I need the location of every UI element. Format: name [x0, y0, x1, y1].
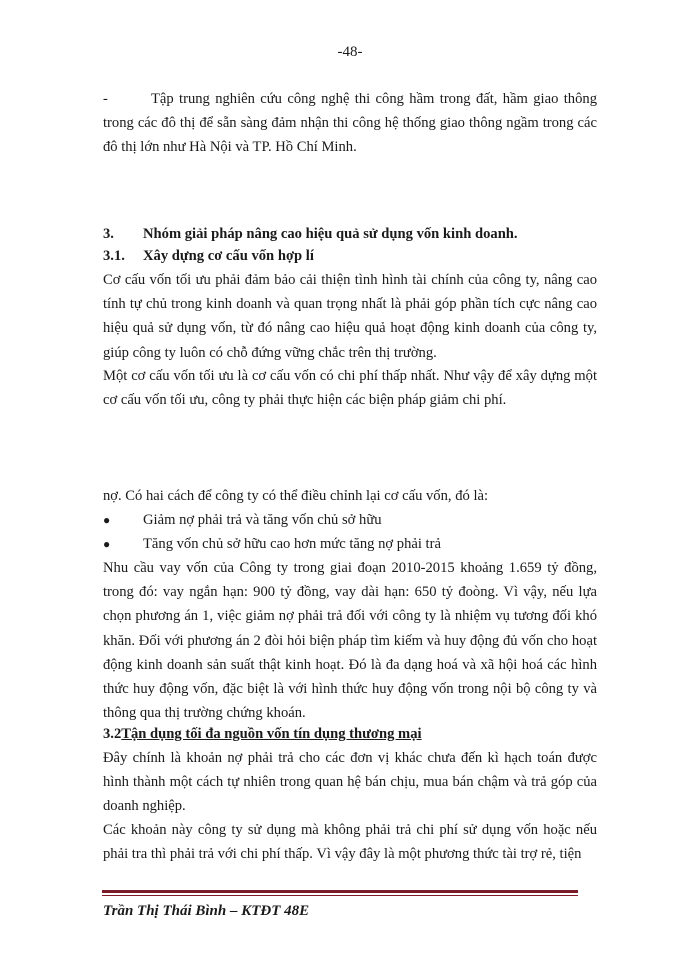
- section-3-1-paragraph-1: Cơ cấu vốn tối ưu phải đảm bảo cải thiện tình hình tài chính của công ty, nâng cao tính tự chủ trong kinh doanh và quan trọng nhất là phải góp phần tích cực nâng cao hiệu quả sử dụng vốn, từ đó nâng cao hiệu quả hoạt động kinh doanh của công ty, giúp công ty luôn có chỗ đứng vững chắc trên thị trường.: [103, 272, 597, 361]
- section-3-2-heading: [103, 722, 597, 746]
- section-3-2-paragraph-2: Các khoản này công ty sử dụng mà không phải trả chi phí sử dụng vốn hoặc nếu phải tra thì phải trả với chi phí thấp. Vì vậy đây là một phương thức tài trợ rẻ, tiện: [103, 822, 597, 863]
- footer-rule-thin: [102, 895, 578, 896]
- bullet-icon: ●: [103, 537, 111, 552]
- page-number: -48-: [337, 44, 363, 60]
- section-3-title: Nhóm giải pháp nâng cao hiệu quả sử dụng vốn kinh doanh.: [143, 226, 518, 242]
- list-item-text: Tăng vốn chủ sở hữu cao hơn mức tăng nợ phải trả: [143, 536, 441, 553]
- dash-marker: -: [103, 91, 108, 107]
- section-3-1-heading: [103, 244, 597, 268]
- section-3-heading: [103, 222, 597, 246]
- footer-author: Trần Thị Thái Bình – KTĐT 48E: [103, 903, 310, 919]
- section-3-1-paragraph-2: Một cơ cấu vốn tối ưu là cơ cấu vốn có chi phí thấp nhất. Như vậy để xây dựng một cơ cấu vốn tối ưu, công ty phải thực hiện các biện pháp giảm chi phí.: [103, 368, 597, 409]
- list-item-text: Giảm nợ phải trả và tăng vốn chủ sở hữu: [143, 512, 382, 528]
- bullet-list: [103, 508, 597, 556]
- section-3-2-paragraph-1: Đây chính là khoản nợ phải trả cho các đơn vị khác chưa đến kì hạch toán được hình thành một cách tự nhiên trong quan hệ bán chịu, mua bán chậm và trả góp của doanh nghiệp.: [103, 750, 597, 815]
- intro-text: Tập trung nghiên cứu công nghệ thi công hầm trong đất, hầm giao thông trong các đô thị để sẵn sàng đảm nhận thi công hệ thống giao thông ngầm trong các đô thị lớn như Hà Nội và TP. Hồ Chí Minh.: [103, 91, 597, 156]
- loan-demand-paragraph: Nhu cầu vay vốn của Công ty trong giai đoạn 2010-2015 khoảng 1.659 tỷ đồng, trong đó: vay ngắn hạn: 900 tỷ đồng, vay dài hạn: 650 tỷ đoòng. Vì vậy, nếu lựa chọn phương án 1, việc giảm nợ phải trả đối với công ty là nhiệm vụ tương đối khó khăn. Đối với phương án 2 đòi hỏi biện pháp tìm kiếm và huy động đủ vốn cho hoạt động kinh doanh sản suất thật kinh hoạt. Đó là đa dạng hoá và xã hội hoá các hình thức huy động vốn, đặc biệt là với hình thức huy động vốn trong nội bộ công ty và thông qua thị trường chứng khoán.: [103, 560, 597, 722]
- footer-rule-thick: [102, 890, 578, 893]
- section-3-2-number: 3.2: [103, 726, 122, 742]
- continuation-paragraph: nợ. Có hai cách để công ty có thể điều chỉnh lại cơ cấu vốn, đó là:: [103, 488, 489, 504]
- bullet-icon: ●: [103, 513, 111, 527]
- section-3-2-title: Tận dụng tối đa nguồn vốn tín dụng thương mại: [121, 726, 422, 742]
- list-item: [103, 532, 597, 556]
- section-3-1-title: Xây dựng cơ cấu vốn hợp lí: [143, 248, 314, 264]
- intro-paragraph: [103, 87, 597, 160]
- section-3-1-number: 3.1.: [103, 248, 125, 264]
- list-item: [103, 508, 597, 532]
- section-3-number: 3.: [103, 226, 114, 242]
